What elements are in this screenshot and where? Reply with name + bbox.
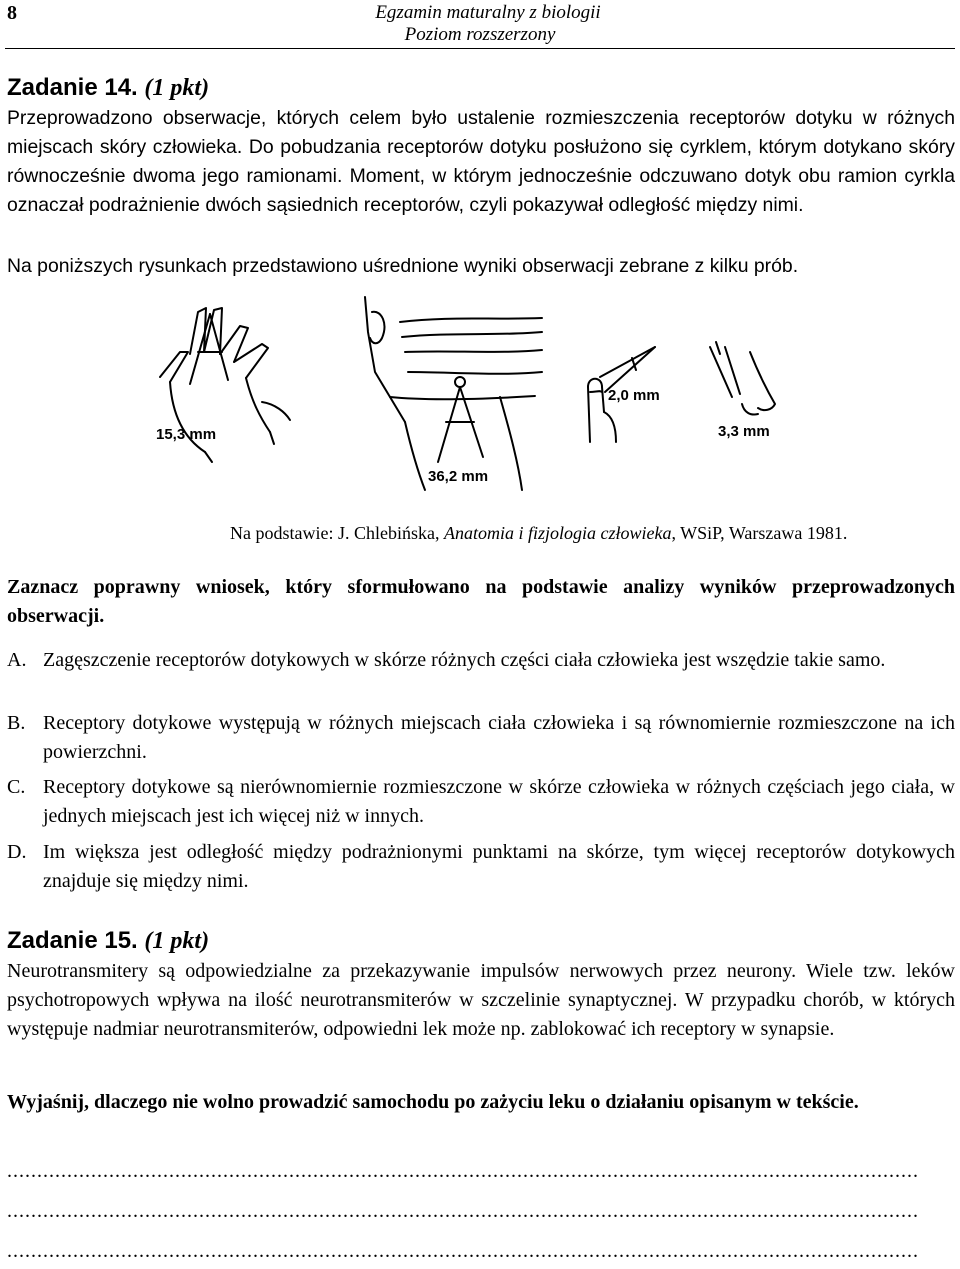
nose-drawing (742, 352, 775, 415)
source-suffix: , WSiP, Warszawa 1981. (671, 523, 848, 543)
page-header (0, 0, 960, 50)
answer-line[interactable]: ........................................................................................................................................................ (7, 1160, 919, 1182)
neck-drawing (365, 297, 542, 490)
finger-compass (600, 347, 655, 392)
task14-intro: Przeprowadzono obserwacje, których celem było ustalenie rozmieszczenia receptorów dotyku w różnych miejscach skóry człowieka. Do pobudzania receptorów dotyku posłużono się cyrklem, którym dotykano skóry równocześnie dwoma jego ramionami. Moment, w którym jednocześnie odczuwano dotyk obu ramion cyrkla oznaczał podrażnienie dwóch sąsiednich receptorów, czyli pokazywał odległość między nimi. (7, 107, 955, 216)
task14-title-text: Zadanie 14. (7, 74, 138, 101)
task15-title (7, 926, 955, 956)
answer-line[interactable]: ........................................................................................................................................................ (7, 1240, 919, 1262)
option-a-letter: A. (7, 649, 27, 671)
option-d[interactable] (7, 838, 955, 896)
exam-level: Poziom rozszerzony (404, 24, 556, 45)
page-number: 8 (7, 2, 17, 24)
header-rule (5, 48, 955, 49)
option-d-letter: D. (7, 841, 27, 863)
option-c-text: Receptory dotykowe są nierównomiernie rozmieszczone w skórze człowieka w różnych częściach jego ciała, w jednych miejscach jest ich więcej niż w innych. (43, 776, 955, 827)
nose-compass (710, 342, 740, 397)
option-a[interactable] (7, 646, 955, 675)
finger-distance-label: 2,0 mm (608, 387, 660, 404)
receptor-figure (150, 292, 790, 492)
answer-line[interactable]: ........................................................................................................................................................ (7, 1200, 919, 1222)
task14-intro2: Na poniższych rysunkach przedstawiono uśrednione wyniki obserwacji zebrane z kilku prób. (7, 255, 799, 277)
option-c[interactable] (7, 773, 955, 831)
nose-distance-label: 3,3 mm (718, 423, 770, 440)
source-prefix: Na podstawie: J. Chlebińska, (230, 523, 444, 543)
figure-source (230, 523, 847, 544)
option-a-text: Zagęszczenie receptorów dotykowych w skórze różnych części ciała człowieka jest wszędzie takie samo. (43, 649, 886, 671)
option-c-letter: C. (7, 776, 26, 798)
hand-distance-label: 15,3 mm (156, 426, 217, 443)
task15-instruction: Wyjaśnij, dlaczego nie wolno prowadzić samochodu po zażyciu leku o działaniu opisanym w tekście. (7, 1091, 859, 1113)
option-d-text: Im większa jest odległość między podrażnionymi punktami na skórze, tym więcej receptorów dotykowych znajduje się między nimi. (43, 841, 955, 892)
option-b-text: Receptory dotykowe występują w różnych miejscach ciała człowieka i są równomiernie rozmieszczone na ich powierzchni. (43, 712, 955, 763)
neck-compass (438, 377, 483, 462)
task14-instruction: Zaznacz poprawny wniosek, który sformułowano na podstawie analizy wyników przeprowadzonych obserwacji. (7, 576, 955, 627)
exam-title: Egzamin maturalny z biologii (375, 2, 601, 23)
neck-distance-label: 36,2 mm (428, 468, 489, 485)
task15-title-text: Zadanie 15. (7, 927, 138, 954)
task14-points: (1 pkt) (144, 75, 210, 101)
source-title: Anatomia i fizjologia człowieka (443, 523, 672, 543)
receptor-figure-drawing (150, 292, 790, 492)
task15-points: (1 pkt) (144, 928, 210, 954)
task14-title (7, 73, 955, 103)
option-b-letter: B. (7, 712, 26, 734)
task15-text: Neurotransmitery są odpowiedzialne za przekazywanie impulsów nerwowych przez neurony. Wiele tzw. leków psychotropowych wpływa na ilość neurotransmiterów w szczelinie synaptycznej. W przypadku chorób, w których występuje nadmiar neurotransmiterów, odpowiedni lek może np. zablokować ich receptory w synapsie. (7, 960, 955, 1040)
option-b[interactable] (7, 709, 955, 767)
